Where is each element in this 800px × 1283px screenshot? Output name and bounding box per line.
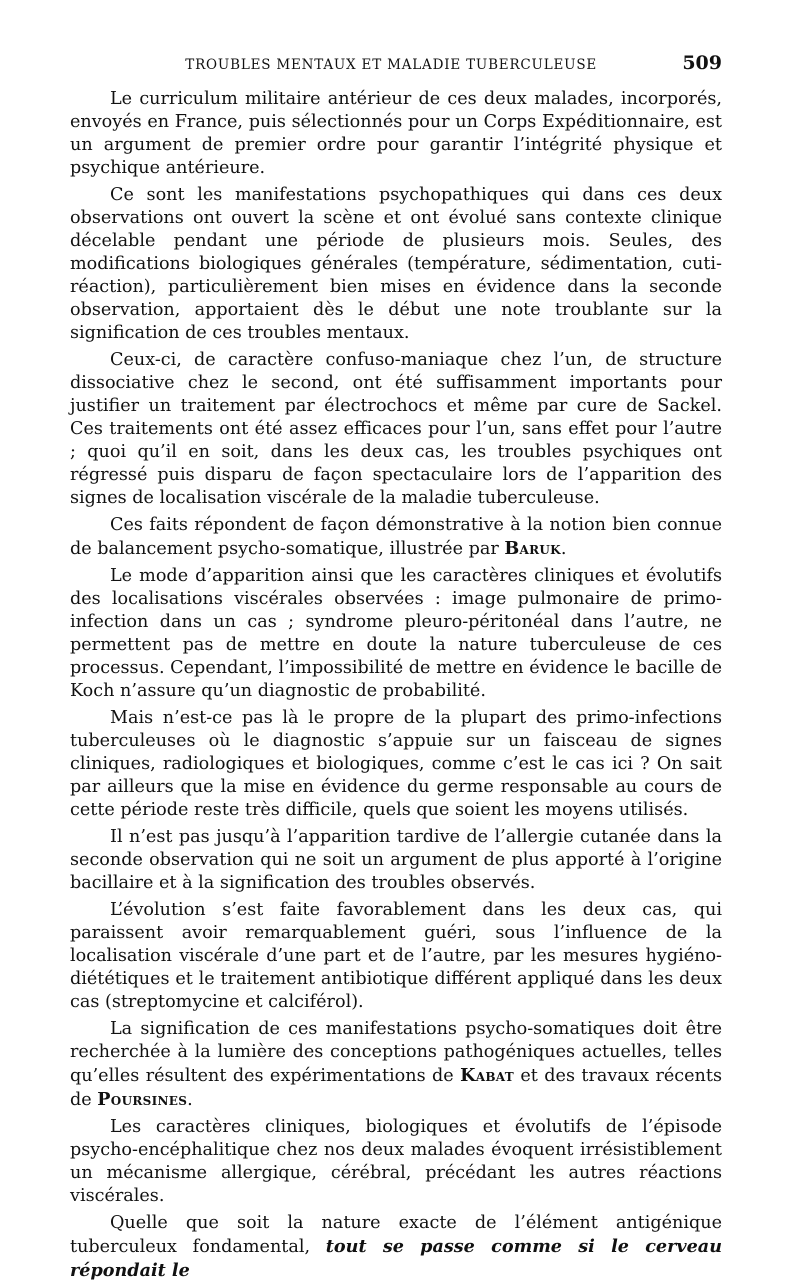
author-name: Baruk (504, 538, 561, 559)
paragraph-baruk (70, 514, 722, 561)
paragraph: Les caractères cliniques, biologiques et évolutifs de l’épisode psycho-encéphalitique chez nos deux malades évoquent irrésistiblement un mécanisme allergique, cérébral, précédant les autres réactions viscérales. (70, 1117, 722, 1206)
author-name: Poursines (97, 1089, 188, 1110)
paragraph: Il n’est pas jusqu’à l’apparition tardive de l’allergie cutanée dans la seconde observation qui ne soit un argument de plus apporté à l’origine bacillaire et à la signification des troubles observés. (70, 827, 722, 893)
paragraph: Ce sont les manifestations psychopathiques qui dans ces deux observations ont ouvert la scène et ont évolué sans contexte clinique décelable pendant une période de plusieurs mois. Seules, des modifications biologiques générales (température, sédimentation, cuti-réaction), particulièrement bien mises en évidence dans la seconde observation, apportaient dès le début une note troublante sur la signification de ces troubles mentaux. (70, 185, 722, 343)
body-text (70, 88, 722, 1283)
running-title: TROUBLES MENTAUX ET MALADIE TUBERCULEUSE (185, 57, 598, 73)
running-header (70, 52, 722, 74)
text-span: Quelle que soit la nature exacte de l’élément antigénique tuberculeux fondamental, (70, 1213, 722, 1257)
author-name: Kabat (460, 1065, 514, 1086)
paragraph: Le mode d’apparition ainsi que les caractères cliniques et évolutifs des localisations viscérales observées : image pulmonaire de primo-infection dans un cas ; syndrome pleuro-péritonéal dans l’autre, ne permettent pas de mettre en doute la nature tuberculeuse de ces processus. Cependant, l’impossibilité de mettre en évidence le bacille de Koch n’assure qu’un diagnostic de probabilité. (70, 566, 722, 701)
paragraph-last (70, 1212, 722, 1283)
text-span: Ces faits répondent de façon démonstrative à la notion bien connue de balancement psycho-somatique, illustrée par (70, 515, 722, 559)
text-span: et des travaux récents de (70, 1066, 722, 1110)
paragraph: Ceux-ci, de caractère confuso-maniaque chez l’un, de structure dissociative chez le second, ont été suffisamment importants pour justifier un traitement par électrochocs et même par cure de Sackel. Ces traitements ont été assez efficaces pour l’un, sans effet pour l’autre ; quoi qu’il en soit, dans les deux cas, les troubles psychiques ont régressé puis disparu de façon spectaculaire lors de l’apparition des signes de localisation viscérale de la maladie tuberculeuse. (70, 350, 722, 508)
paragraph-kabat (70, 1018, 722, 1112)
text-span: . (560, 539, 567, 559)
italic-emphasis: tout se passe comme si le cerveau répondait le (70, 1236, 722, 1281)
text-span: La signification de ces manifestations psycho-somatiques doit être recherchée à la lumière des conceptions pathogéniques actuelles, telles qu’elles résultent des expérimentations de (70, 1019, 722, 1086)
paragraph: Le curriculum militaire antérieur de ces deux malades, incorporés, envoyés en France, puis sélectionnés pour un Corps Expéditionnaire, est un argument de premier ordre pour garantir l’intégrité physique et psychique antérieure. (70, 89, 722, 178)
paragraph: L’évolution s’est faite favorablement dans les deux cas, qui paraissent avoir remarquablement guéri, sous l’influence de la localisation viscérale d’une part et de l’autre, par les mesures hygiéno-diététiques et le traitement antibiotique différent appliqué dans les deux cas (streptomycine et calciférol). (70, 900, 722, 1012)
text-span: . (187, 1090, 193, 1110)
page-number: 509 (682, 52, 722, 74)
paragraph: Mais n’est-ce pas là le propre de la plupart des primo-infections tuberculeuses où le diagnostic s’appuie sur un faisceau de signes cliniques, radiologiques et biologiques, comme c’est le cas ici ? On sait par ailleurs que la mise en évidence du germe responsable au cours de cette période reste très difficile, quels que soient les moyens utilisés. (70, 708, 722, 820)
